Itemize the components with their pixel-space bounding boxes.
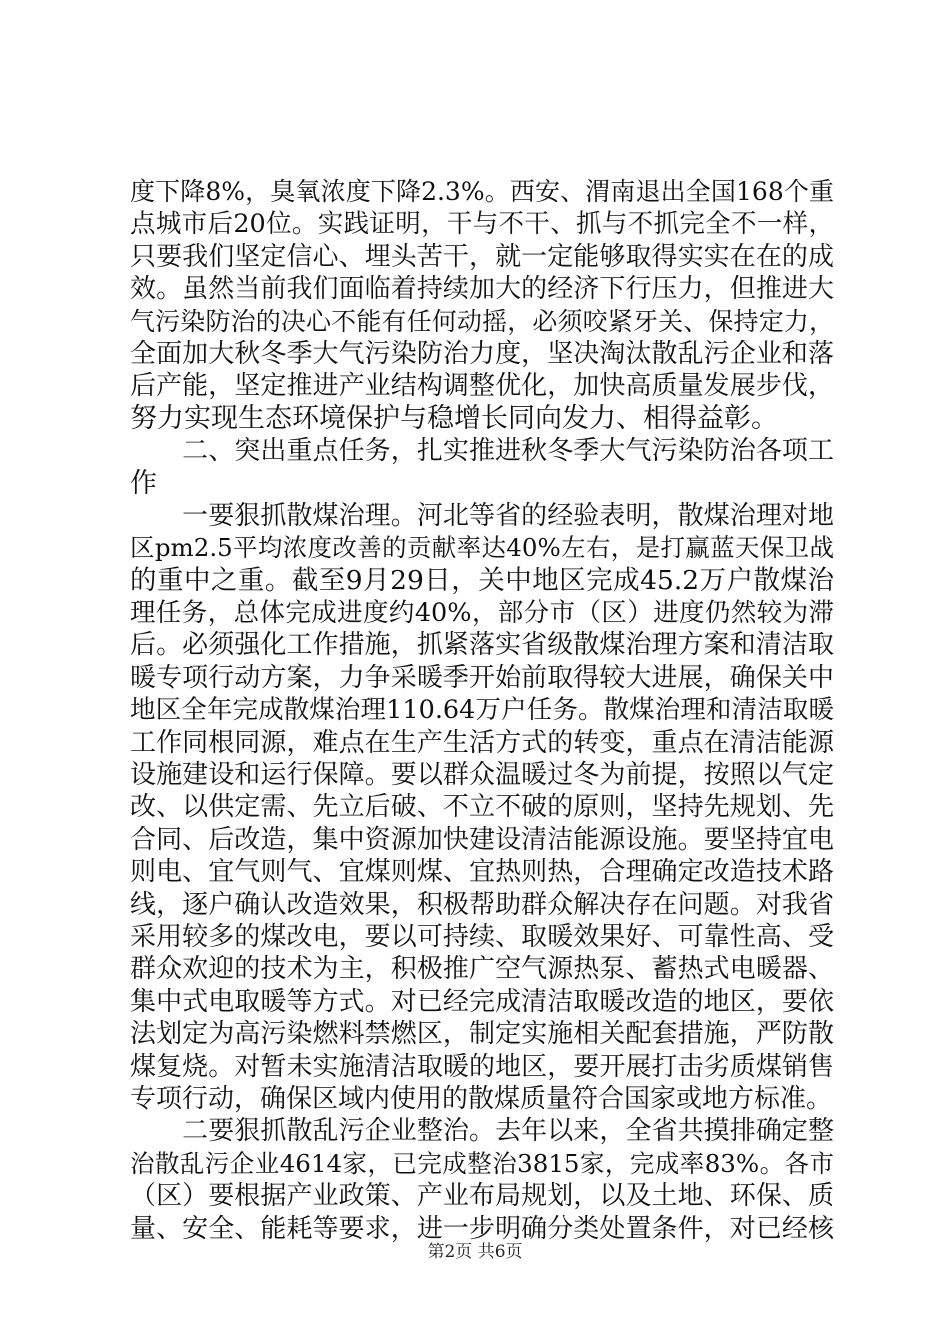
- section-heading-line: 作: [130, 467, 157, 499]
- text-line: 理任务，总体完成进度约40%，部分市（区）进度仍然较为滞: [130, 598, 834, 629]
- text-line: 一要狠抓散煤治理。河北等省的经验表明，散煤治理对地: [130, 500, 834, 531]
- text-line: 工作同根同源，难点在生产生活方式的转变，重点在清洁能源: [130, 727, 834, 758]
- document-body: [130, 176, 834, 1245]
- text-line: 采用较多的煤改电，要以可持续、取暖效果好、可靠性高、受: [130, 921, 834, 952]
- text-line: 线，逐户确认改造效果，积极帮助群众解决存在问题。对我省: [130, 889, 834, 920]
- text-line: 设施建设和运行保障。要以群众温暖过冬为前提，按照以气定: [130, 760, 834, 791]
- text-line: 后。必须强化工作措施，抓紧落实省级散煤治理方案和清洁取: [130, 630, 834, 661]
- text-line: 的重中之重。截至9月29日，关中地区完成45.2万户散煤治: [130, 564, 834, 596]
- text-line: 群众欢迎的技术为主，积极推广空气源热泵、蓄热式电暖器、: [130, 954, 834, 985]
- text-line: 全面加大秋冬季大气污染防治力度，坚决淘汰散乱污企业和落: [130, 338, 834, 369]
- text-line: 后产能，坚定推进产业结构调整优化，加快高质量发展步伐，: [130, 371, 834, 402]
- text-line: 则电、宜气则气、宜煤则煤、宜热则热，合理确定改造技术路: [130, 857, 834, 888]
- text-line: 法划定为高污染燃料禁燃区，制定实施相关配套措施，严防散: [130, 1019, 834, 1050]
- text-line: 专项行动，确保区域内使用的散煤质量符合国家或地方标准。: [130, 1083, 833, 1114]
- text-line: 合同、后改造，集中资源加快建设清洁能源设施。要坚持宜电: [130, 824, 834, 855]
- text-line: 气污染防治的决心不能有任何动摇，必须咬紧牙关、保持定力，: [130, 306, 834, 336]
- text-line: 治散乱污企业4614家，已完成整治3815家，完成率83%。各市: [130, 1148, 834, 1178]
- text-line: 努力实现生态环境保护与稳增长同向发力、相得益彰。: [130, 402, 778, 434]
- text-line: 地区全年完成散煤治理110.64万户任务。散煤治理和清洁取暖: [130, 695, 834, 726]
- text-line: （区）要根据产业政策、产业布局规划，以及土地、环保、质: [130, 1181, 834, 1212]
- text-line: 效。虽然当前我们面临着持续加大的经济下行压力，但推进大: [130, 274, 834, 305]
- text-line: 集中式电取暖等方式。对已经完成清洁取暖改造的地区，要依: [130, 986, 834, 1017]
- text-line: 点城市后20位。实践证明，干与不干、抓与不抓完全不一样，: [130, 209, 834, 240]
- text-line: 暖专项行动方案，力争采暖季开始前取得较大进展，确保关中: [130, 662, 834, 693]
- text-line: 煤复烧。对暂未实施清洁取暖的地区，要开展打击劣质煤销售: [130, 1051, 834, 1082]
- text-line: 区pm2.5平均浓度改善的贡献率达40%左右，是打赢蓝天保卫战: [130, 533, 834, 563]
- text-line: 二要狠抓散乱污企业整治。去年以来，全省共摸排确定整: [130, 1116, 834, 1147]
- text-line: 度下降8%，臭氧浓度下降2.3%。西安、渭南退出全国168个重: [130, 177, 834, 206]
- text-line: 改、以供定需、先立后破、不立不破的原则，坚持先规划、先: [130, 792, 834, 823]
- section-heading-line: 二、突出重点任务，扎实推进秋冬季大气污染防治各项工: [130, 436, 834, 467]
- text-line: 只要我们坚定信心、埋头苦干，就一定能够取得实实在在的成: [130, 241, 834, 272]
- text-line: 量、安全、能耗等要求，进一步明确分类处置条件，对已经核: [130, 1213, 834, 1244]
- page-number-footer: 第2页 共6页: [427, 1242, 523, 1262]
